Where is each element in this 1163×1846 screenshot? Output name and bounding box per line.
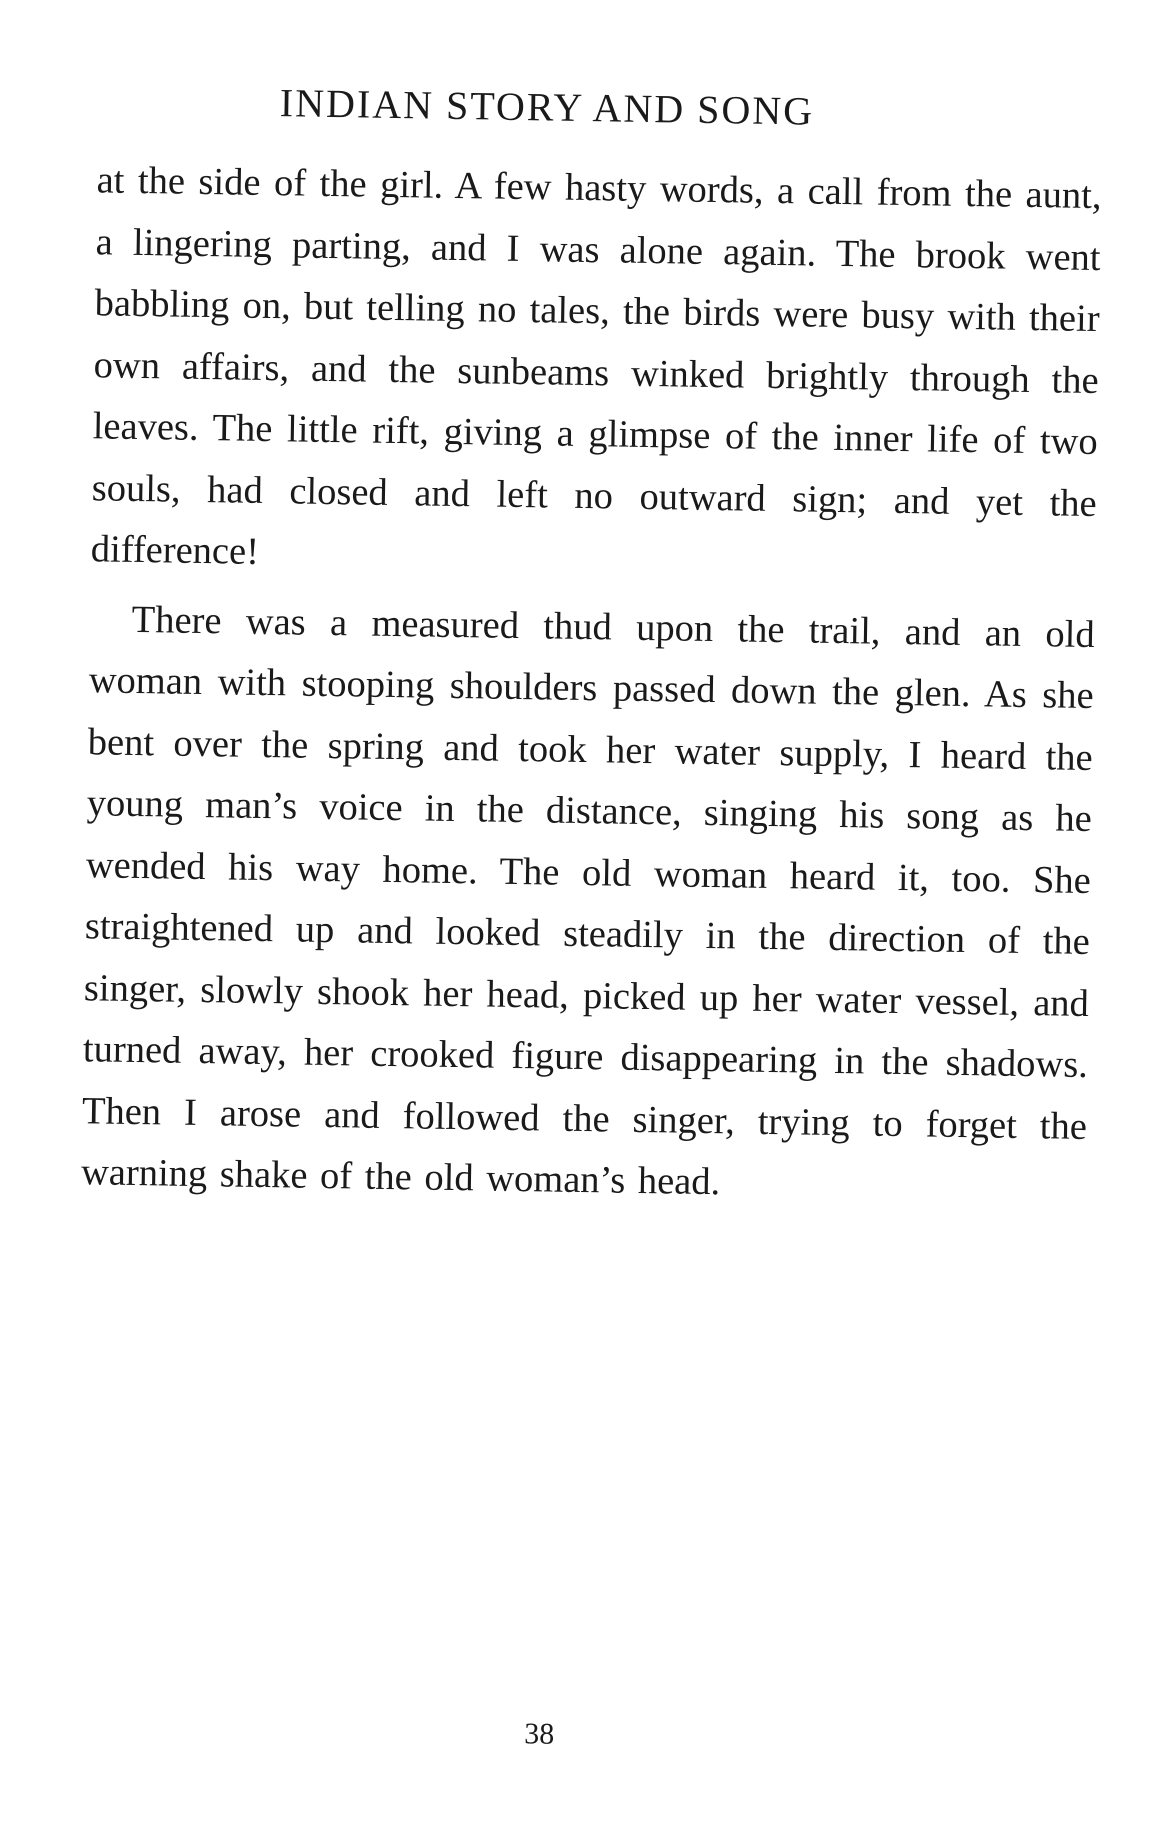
paragraph-1: at the side of the girl. A few hasty words, a call from the aunt, a lingering parting, and I was alone again. The brook went babbling on, but telling no tales, the birds were busy with their own affairs, and the sunbeams winked brightly through the leaves. The little rift, giving a glimpse of the inner life of two souls, had closed and left no outward sign; and yet the difference! xyxy=(90,159,1102,573)
page-number: 38 xyxy=(524,1717,555,1751)
running-head-title: INDIAN STORY AND SONG xyxy=(279,80,815,134)
body-text xyxy=(81,150,1102,1219)
paragraph-2: There was a measured thud upon the trail, and an old woman with stooping shoulders passed down the glen. As she bent over the spring and took her water supply, I heard the young man’s voice in the distance, singing his song as he wended his way home. The old woman heard it, too. She straightened up and looked steadily in the direction of the singer, slowly shook her head, picked up her water vessel, and turned away, her crooked figure disappearing in the shadows. Then I arose and followed the singer, trying to forget the warning shake of the old woman’s head. xyxy=(80,598,1095,1204)
